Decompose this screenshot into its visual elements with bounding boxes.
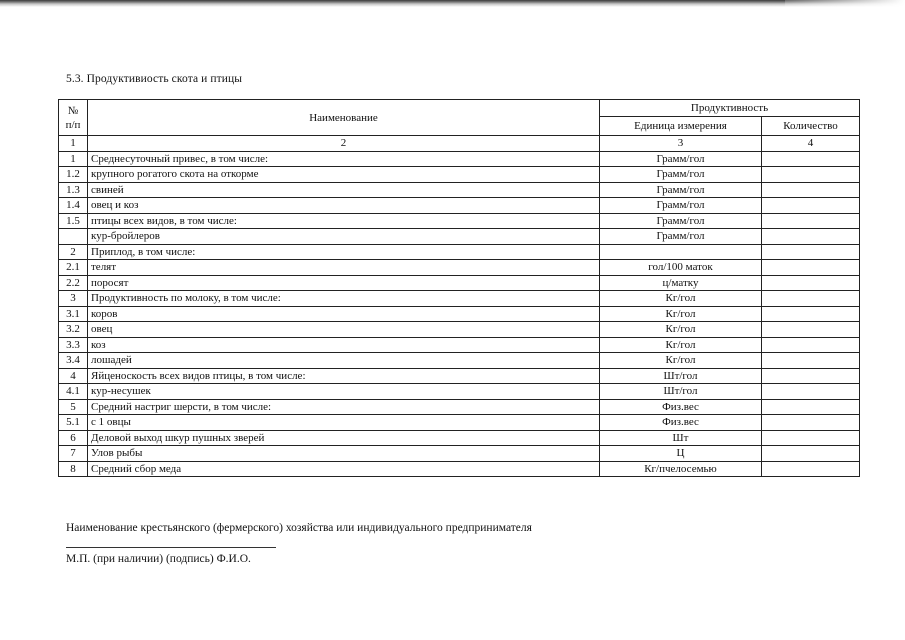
row-name: с 1 овцы <box>88 415 600 431</box>
row-unit: Физ.вес <box>600 399 762 415</box>
row-qty <box>762 244 860 260</box>
row-num: 2.1 <box>59 260 88 276</box>
row-unit: Кг/гол <box>600 353 762 369</box>
table-row <box>59 260 860 276</box>
row-qty <box>762 306 860 322</box>
row-name: кур-несушек <box>88 384 600 400</box>
row-qty <box>762 198 860 214</box>
row-qty <box>762 353 860 369</box>
signature-caption: М.П. (при наличии) (подпись) Ф.И.О. <box>66 553 251 565</box>
header-name: Наименование <box>88 100 600 136</box>
row-qty <box>762 337 860 353</box>
row-unit: Шт/гол <box>600 384 762 400</box>
header-qty: Количество <box>762 117 860 136</box>
row-num <box>59 229 88 245</box>
row-qty <box>762 167 860 183</box>
header-productivity: Продуктивность <box>600 100 860 117</box>
row-name: кур-бройлеров <box>88 229 600 245</box>
row-num: 4 <box>59 368 88 384</box>
table-row <box>59 399 860 415</box>
index-cell-2: 2 <box>88 136 600 152</box>
table-row <box>59 415 860 431</box>
row-qty <box>762 213 860 229</box>
table-row <box>59 244 860 260</box>
row-num: 1 <box>59 151 88 167</box>
farm-name-caption: Наименование крестьянского (фермерского) хозяйства или индивидуального предпринимателя <box>66 522 532 534</box>
row-qty <box>762 384 860 400</box>
row-unit: Кг/гол <box>600 306 762 322</box>
row-num: 2 <box>59 244 88 260</box>
row-num: 1.3 <box>59 182 88 198</box>
row-unit: Шт <box>600 430 762 446</box>
signature-line <box>66 547 276 548</box>
row-unit: Кг/пчелосемью <box>600 461 762 477</box>
table-row <box>59 461 860 477</box>
section-title: 5.3. Продуктивиость скота и птицы <box>66 73 243 85</box>
table-row <box>59 353 860 369</box>
row-num: 6 <box>59 430 88 446</box>
row-name: Продуктивность по молоку, в том числе: <box>88 291 600 307</box>
row-qty <box>762 399 860 415</box>
row-num: 3.3 <box>59 337 88 353</box>
table-row <box>59 430 860 446</box>
header-num <box>59 100 88 136</box>
header-num-line1: № <box>67 104 79 117</box>
row-unit: Кг/гол <box>600 291 762 307</box>
row-qty <box>762 182 860 198</box>
row-qty <box>762 368 860 384</box>
table-row <box>59 446 860 462</box>
row-unit: Грамм/гол <box>600 151 762 167</box>
table-row <box>59 368 860 384</box>
row-num: 7 <box>59 446 88 462</box>
header-num-line2: п/п <box>65 118 81 131</box>
row-name: коз <box>88 337 600 353</box>
row-num: 5 <box>59 399 88 415</box>
row-unit: гол/100 маток <box>600 260 762 276</box>
row-unit: Шт/гол <box>600 368 762 384</box>
row-unit: Грамм/гол <box>600 167 762 183</box>
row-unit <box>600 244 762 260</box>
row-qty <box>762 430 860 446</box>
row-name: Среднесуточный привес, в том числе: <box>88 151 600 167</box>
row-qty <box>762 461 860 477</box>
row-name: крупного рогатого скота на откорме <box>88 167 600 183</box>
row-unit: Грамм/гол <box>600 229 762 245</box>
row-name: Улов рыбы <box>88 446 600 462</box>
row-qty <box>762 322 860 338</box>
table-row <box>59 306 860 322</box>
table-row <box>59 322 860 338</box>
row-name: Приплод, в том числе: <box>88 244 600 260</box>
table-row <box>59 167 860 183</box>
table-row <box>59 275 860 291</box>
table-row <box>59 291 860 307</box>
row-name: овец и коз <box>88 198 600 214</box>
scan-edge-artifact <box>0 0 905 7</box>
row-num: 3.1 <box>59 306 88 322</box>
row-name: овец <box>88 322 600 338</box>
row-num: 1.5 <box>59 213 88 229</box>
row-num: 3.4 <box>59 353 88 369</box>
row-unit: Грамм/гол <box>600 198 762 214</box>
row-num: 1.2 <box>59 167 88 183</box>
row-unit: Грамм/гол <box>600 213 762 229</box>
row-name: лошадей <box>88 353 600 369</box>
row-unit: Кг/гол <box>600 337 762 353</box>
row-unit: Физ.вес <box>600 415 762 431</box>
row-qty <box>762 291 860 307</box>
row-name: птицы всех видов, в том числе: <box>88 213 600 229</box>
row-qty <box>762 446 860 462</box>
row-name: Средний настриг шерсти, в том числе: <box>88 399 600 415</box>
table-row <box>59 182 860 198</box>
table-row <box>59 337 860 353</box>
row-name: Яйценоскость всех видов птицы, в том числе: <box>88 368 600 384</box>
row-name: поросят <box>88 275 600 291</box>
table-row <box>59 213 860 229</box>
header-unit: Единица измерения <box>600 117 762 136</box>
row-num: 3.2 <box>59 322 88 338</box>
row-num: 4.1 <box>59 384 88 400</box>
index-cell-1: 1 <box>59 136 88 152</box>
row-name: свиней <box>88 182 600 198</box>
row-unit: Грамм/гол <box>600 182 762 198</box>
row-qty <box>762 275 860 291</box>
row-qty <box>762 415 860 431</box>
index-cell-3: 3 <box>600 136 762 152</box>
row-name: телят <box>88 260 600 276</box>
row-num: 1.4 <box>59 198 88 214</box>
table-row <box>59 151 860 167</box>
productivity-table <box>58 99 860 477</box>
row-qty <box>762 229 860 245</box>
table-row <box>59 198 860 214</box>
row-qty <box>762 151 860 167</box>
table-row <box>59 384 860 400</box>
row-num: 5.1 <box>59 415 88 431</box>
row-num: 8 <box>59 461 88 477</box>
row-name: коров <box>88 306 600 322</box>
index-cell-4: 4 <box>762 136 860 152</box>
table-row <box>59 229 860 245</box>
row-unit: Кг/гол <box>600 322 762 338</box>
row-unit: Ц <box>600 446 762 462</box>
row-qty <box>762 260 860 276</box>
row-unit: ц/матку <box>600 275 762 291</box>
row-name: Средний сбор меда <box>88 461 600 477</box>
row-name: Деловой выход шкур пушных зверей <box>88 430 600 446</box>
row-num: 2.2 <box>59 275 88 291</box>
row-num: 3 <box>59 291 88 307</box>
